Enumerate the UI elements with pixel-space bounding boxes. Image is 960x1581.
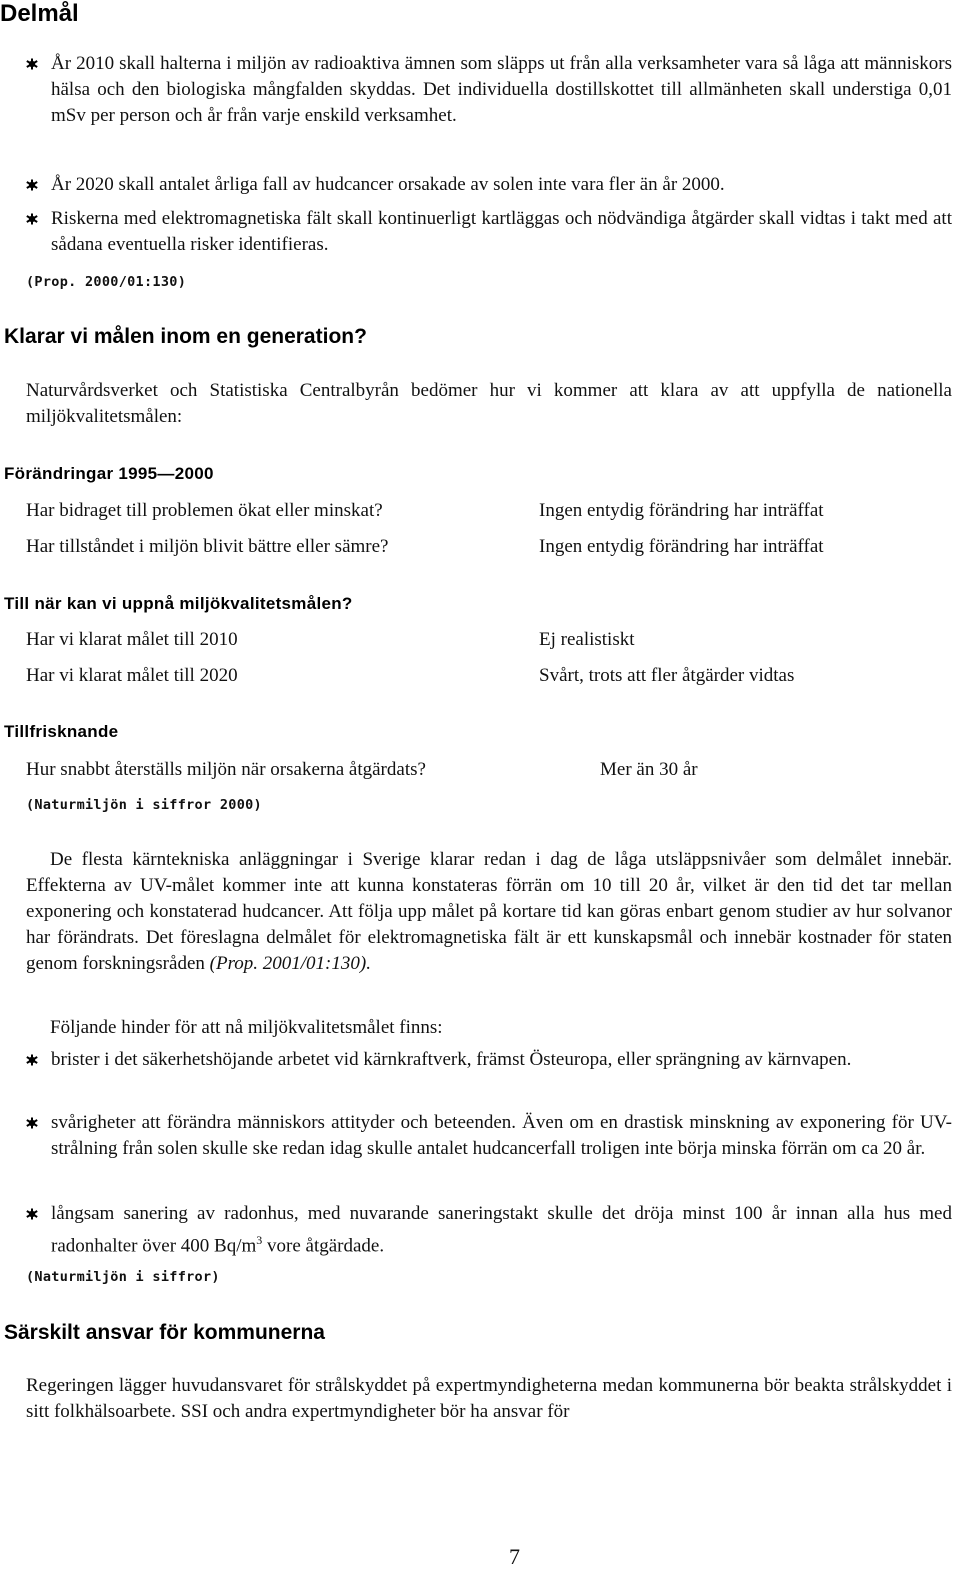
delmal-item-text: Riskerna med elektromagnetiska fält skall kontinuerligt kartläggas och nödvändiga åtgärder skall vidtas i takt med att sådana eventuella risker identifieras.	[51, 208, 952, 255]
delmal-item-text: År 2010 skall halterna i miljön av radioaktiva ämnen som släpps ut från alla verksamheter vara så låga att människors hälsa och den biologiska mångfalden skyddas. Det individuella dostillskottet till allmänheten skall understiga 0,01 mSv per person och år från varje enskild verksamhet.	[51, 53, 952, 126]
recovery-source: (Naturmiljön i siffror 2000)	[26, 797, 262, 813]
section-title-delmal: Delmål	[0, 0, 79, 27]
obstacle-item-1	[26, 1047, 952, 1073]
obstacle-item-text: brister i det säkerhetshöjande arbetet vid kärnkraftverk, främst Östeuropa, eller sprängning av kärnvapen.	[51, 1049, 852, 1070]
bullet-icon	[26, 1208, 38, 1220]
discussion-paragraph	[26, 847, 952, 977]
delmal-item-3	[26, 206, 952, 258]
changes-question-2: Har tillståndet i miljön blivit bättre eller sämre?	[26, 536, 389, 557]
obstacle-item-text	[51, 1201, 952, 1259]
changes-answer-1: Ingen entydig förändring har inträffat	[539, 500, 824, 521]
changes-question-1: Har bidraget till problemen ökat eller minskat?	[26, 500, 383, 521]
recovery-heading: Tillfrisknande	[4, 722, 119, 741]
when-answer-1: Ej realistiskt	[539, 629, 635, 650]
generation-intro: Naturvårdsverket och Statistiska Centralbyrån bedömer hur vi kommer att klara av att uppfylla de nationella miljökvalitetsmålen:	[26, 380, 952, 427]
bullet-icon	[26, 213, 38, 225]
obstacle-item-2	[26, 1110, 952, 1162]
municipal-heading: Särskilt ansvar för kommunerna	[4, 1321, 325, 1344]
obstacle-item-text: svårigheter att förändra människors attityder och beteenden. Även om en drastisk minskning av exponering för UV-strålning från solen skulle ske redan idag skulle antalet hudcancerfall troligen inte börja minska förrän om ca 20 år.	[51, 1112, 952, 1159]
when-question-1: Har vi klarat målet till 2010	[26, 629, 238, 650]
bullet-icon	[26, 1054, 38, 1066]
discussion-reference: (Prop. 2001/01:130).	[209, 953, 371, 974]
when-answer-2: Svårt, trots att fler åtgärder vidtas	[539, 665, 795, 686]
discussion-source: (Naturmiljön i siffror)	[26, 1269, 220, 1285]
page-number: 7	[509, 1544, 520, 1569]
obstacle-radon-superscript: 3	[256, 1233, 263, 1247]
obstacle-radon-end: vore åtgärdade.	[262, 1235, 385, 1257]
when-question-2: Har vi klarat målet till 2020	[26, 665, 238, 686]
obstacles-intro: Följande hinder för att nå miljökvalitetsmålet finns:	[50, 1017, 443, 1038]
recovery-question: Hur snabbt återställs miljön när orsakerna åtgärdats?	[26, 759, 426, 780]
when-heading: Till när kan vi uppnå miljökvalitetsmålen?	[4, 594, 353, 613]
changes-heading: Förändringar 1995—2000	[4, 464, 214, 483]
bullet-icon	[26, 1117, 38, 1129]
bullet-icon	[26, 179, 38, 191]
discussion-text: De flesta kärntekniska anläggningar i Sverige klarar redan i dag de låga utsläppsnivåer som delmålet innebär. Effekterna av UV-målet kommer inte att kunna konstateras förrän om 10 till 20 år, vilket är den tid det tar mellan exponering och konstaterad hudcancer. Att följa upp målet på kortare tid kan göras enbart genom studier av hur solvanor har förändrats. Det föreslagna delmålet för elektromagnetiska fält är ett kunskapsmål och innebär kostnader för staten genom forskningsråden	[26, 849, 952, 974]
generation-heading: Klarar vi målen inom en generation?	[4, 325, 367, 348]
changes-answer-2: Ingen entydig förändring har inträffat	[539, 536, 824, 557]
delmal-source: (Prop. 2000/01:130)	[26, 274, 187, 290]
obstacle-radon-text: långsam sanering av radonhus, med nuvarande saneringstakt skulle det dröja minst 100 år innan alla hus med radonhalter över 400 Bq/m	[51, 1203, 952, 1257]
delmal-item-text: År 2020 skall antalet årliga fall av hudcancer orsakade av solen inte vara fler än år 2000.	[51, 174, 725, 195]
delmal-item-2	[26, 172, 952, 198]
delmal-item-1	[26, 51, 952, 129]
obstacle-item-3	[26, 1201, 952, 1259]
recovery-answer: Mer än 30 år	[600, 759, 698, 780]
municipal-paragraph: Regeringen lägger huvudansvaret för strålskyddet på expertmyndigheterna medan kommunerna bör beakta strålskyddet i sitt folkhälsoarbete. SSI och andra expertmyndigheter bör ha ansvar för	[26, 1375, 952, 1422]
bullet-icon	[26, 58, 38, 70]
